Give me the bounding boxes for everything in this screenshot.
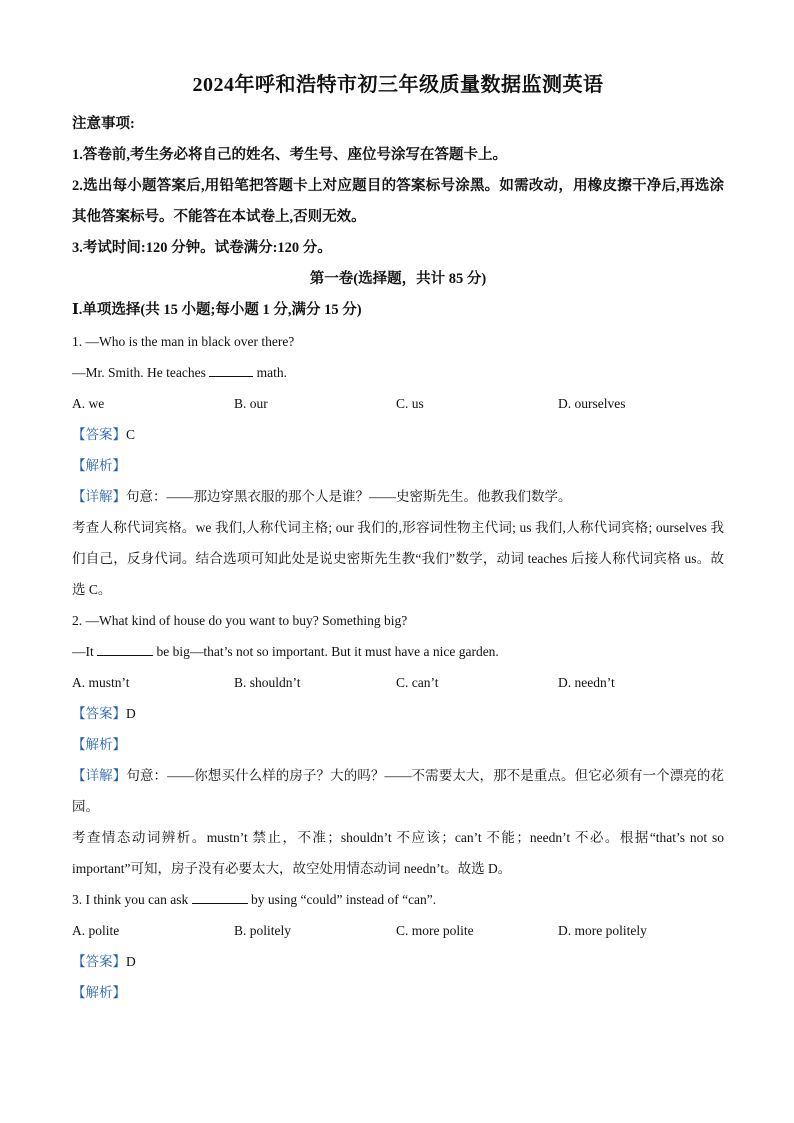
- stem-text: —It: [72, 644, 98, 659]
- answer-line: [72, 946, 724, 977]
- notice-heading: 注意事项:: [72, 116, 135, 132]
- page-title: 2024年呼和浩特市初三年级质量数据监测英语: [192, 74, 604, 96]
- notice-item: 3.考试时间:120 分钟。试卷满分:120 分。: [72, 240, 332, 256]
- question-1: [72, 326, 724, 605]
- answer-blank: [192, 891, 248, 904]
- exam-page: [72, 68, 724, 1008]
- notice-item: 1.答卷前,考生务必将自己的姓名、考生号、座位号涂写在答题卡上。: [72, 147, 507, 163]
- option-b: B. shouldn’t: [234, 675, 301, 690]
- answer-label: 【答案】: [72, 427, 126, 442]
- option-a: A. we: [72, 396, 105, 411]
- option-d: D. needn’t: [558, 675, 615, 690]
- option-c: C. can’t: [396, 675, 439, 690]
- option-b: B. politely: [234, 923, 291, 938]
- detail-explanation: 考查情态动词辨析。mustn’t 禁止，不准；shouldn’t 不应该；can’t 不能；needn’t 不必。根据“that’s not so important”可知，房子没有必要太大，故空处用情态动词 needn’t。故选 D。: [72, 830, 724, 876]
- options-row: [72, 667, 724, 698]
- option-a: A. mustn’t: [72, 675, 130, 690]
- analysis-line: [72, 729, 724, 760]
- detail-text: 句意：——那边穿黑衣服的那个人是谁？——史密斯先生。他教我们数学。: [126, 489, 572, 504]
- question-stem: 1. —Who is the man in black over there?: [72, 334, 295, 349]
- options-row: [72, 388, 724, 419]
- option-c: C. more polite: [396, 923, 474, 938]
- stem-text: —Mr. Smith. He teaches: [72, 365, 210, 380]
- stem-text: math.: [253, 365, 287, 380]
- volume-heading: 第一卷(选择题，共计 85 分): [309, 271, 487, 287]
- section-heading: Ⅰ.单项选择(共 15 小题;每小题 1 分,满分 15 分): [72, 302, 362, 318]
- answer-line: [72, 419, 724, 450]
- analysis-label: 【解析】: [72, 985, 126, 1000]
- option-b: B. our: [234, 396, 268, 411]
- analysis-label: 【解析】: [72, 737, 126, 752]
- answer-label: 【答案】: [72, 706, 126, 721]
- question-stem: [72, 357, 724, 388]
- stem-text: by using “could” instead of “can”.: [247, 892, 437, 907]
- analysis-line: [72, 977, 724, 1008]
- notice-section: [72, 109, 724, 264]
- question-3: [72, 884, 724, 1008]
- detail-label: 【详解】: [72, 768, 127, 783]
- detail-text: 句意：——你想买什么样的房子？大的吗？——不需要太大，那不是重点。但它必须有一个漂亮的花园。: [72, 768, 725, 814]
- analysis-label: 【解析】: [72, 458, 126, 473]
- detail-explanation: 考查人称代词宾格。we 我们,人称代词主格; our 我们的,形容词性物主代词; us 我们,人称代词宾格; ourselves 我们自己，反身代词。结合选项可知此处是说史密斯先生教“我们”数学，动词 teaches 后接人称代词宾格 us。故选 C。: [72, 520, 724, 597]
- answer-value: C: [126, 427, 136, 442]
- notice-item: 2.选出每小题答案后,用铅笔把答题卡上对应题目的答案标号涂黑。如需改动，用橡皮擦干净后,再选涂其他答案标号。不能答在本试卷上,否则无效。: [72, 178, 724, 225]
- answer-line: [72, 698, 724, 729]
- option-d: D. ourselves: [558, 396, 626, 411]
- analysis-line: [72, 450, 724, 481]
- answer-label: 【答案】: [72, 954, 126, 969]
- detail-label: 【详解】: [72, 489, 126, 504]
- stem-text: 3. I think you can ask: [72, 892, 192, 907]
- answer-value: D: [126, 706, 136, 721]
- detail-line: [72, 481, 724, 512]
- answer-blank: [97, 643, 153, 656]
- question-stem: 2. —What kind of house do you want to buy? Something big?: [72, 613, 408, 628]
- question-stem: [72, 884, 724, 915]
- question-stem: [72, 636, 724, 667]
- option-a: A. polite: [72, 923, 120, 938]
- stem-text: be big—that’s not so important. But it must have a nice garden.: [153, 644, 499, 659]
- detail-line: [72, 760, 724, 822]
- option-c: C. us: [396, 396, 424, 411]
- option-d: D. more politely: [558, 923, 647, 938]
- question-2: [72, 605, 724, 884]
- options-row: [72, 915, 724, 946]
- answer-value: D: [126, 954, 136, 969]
- answer-blank: [209, 364, 253, 377]
